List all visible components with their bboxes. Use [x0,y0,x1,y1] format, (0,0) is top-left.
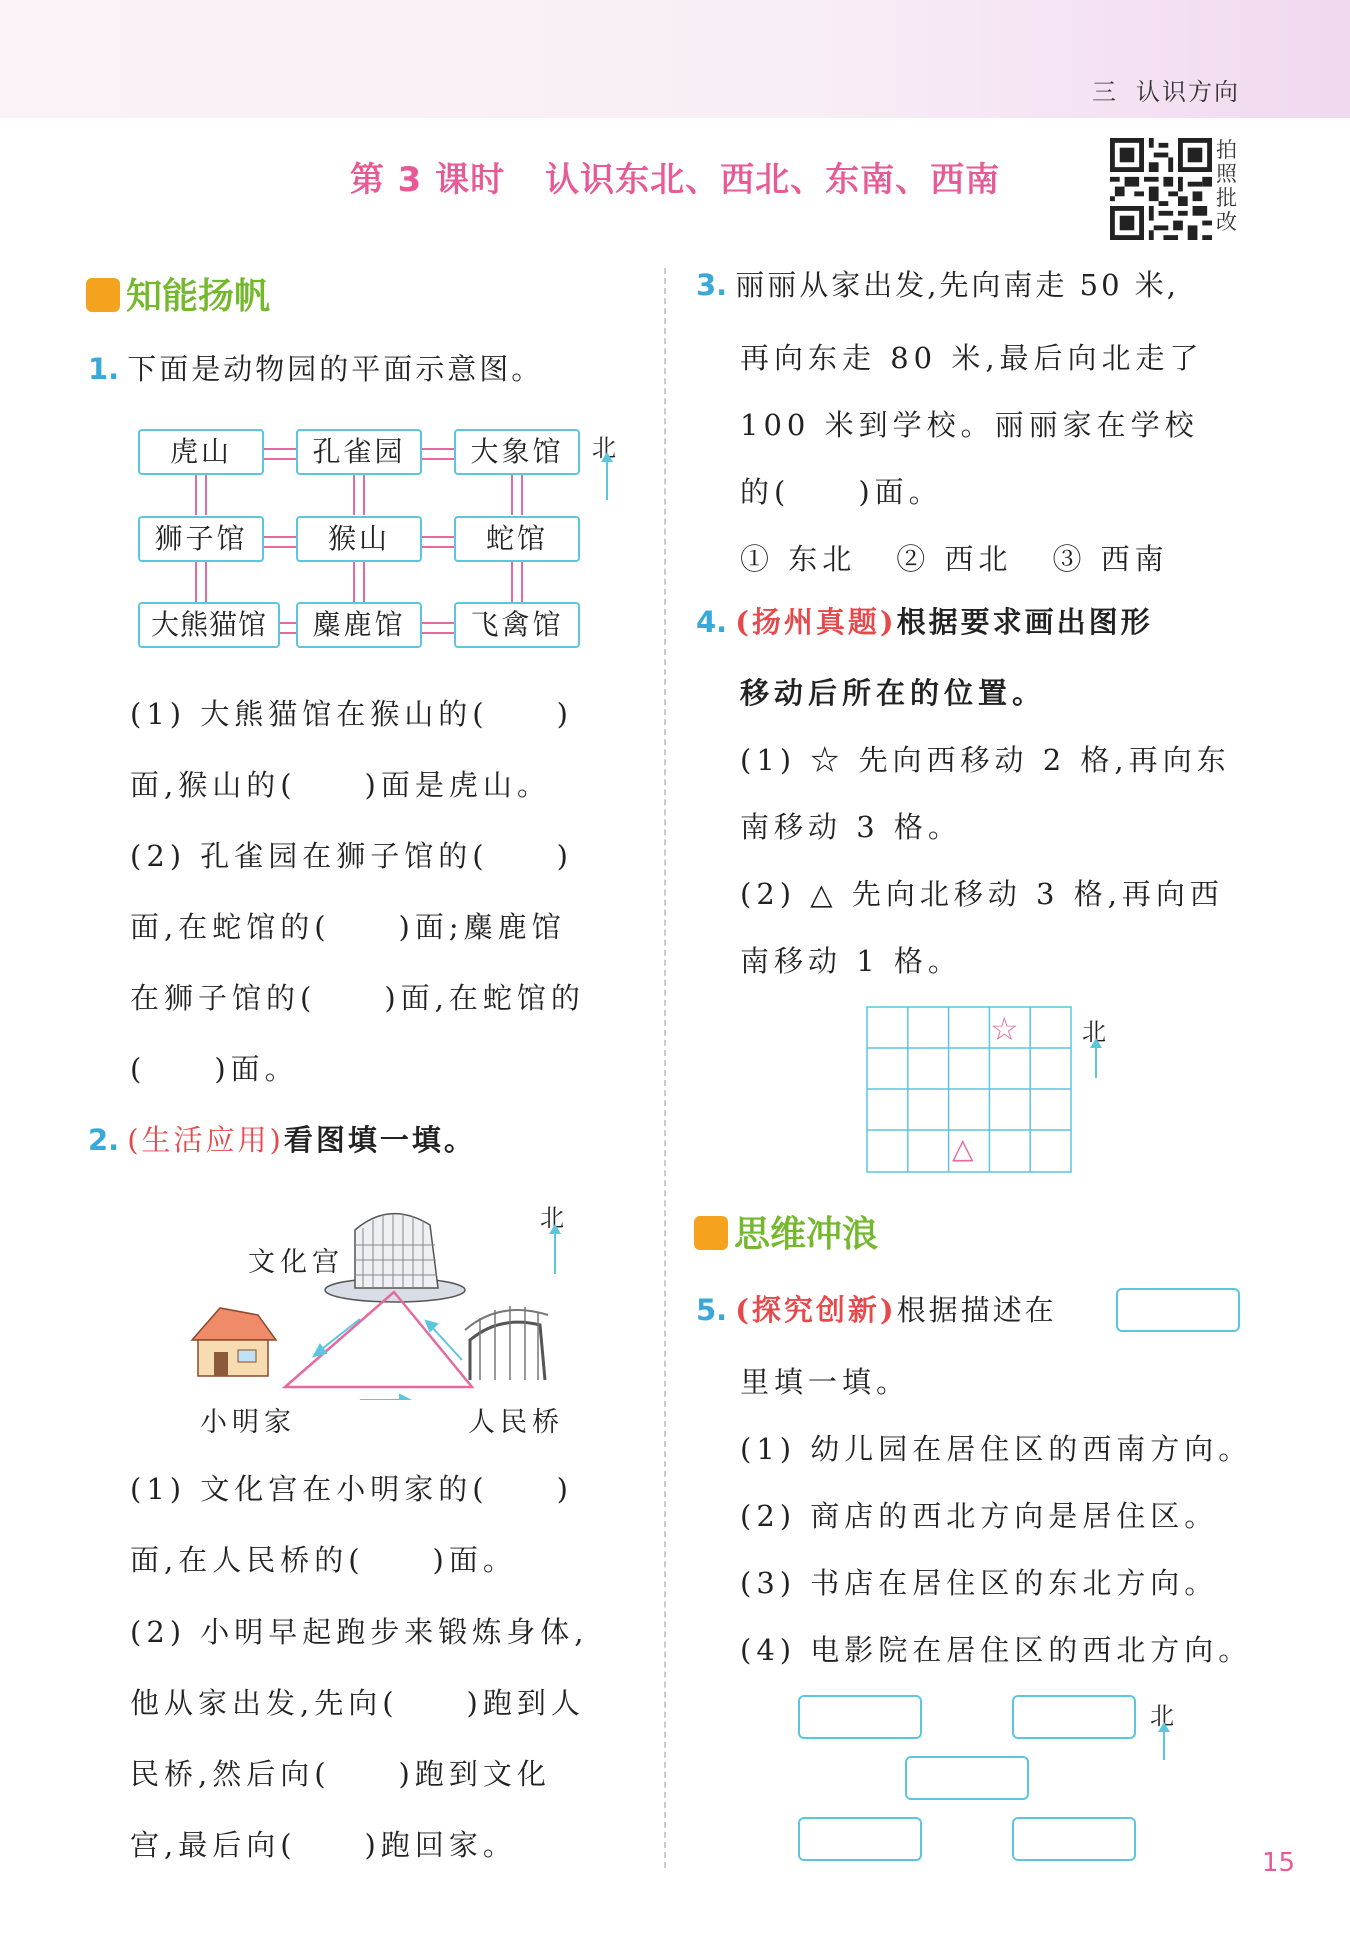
answer-box[interactable] [1012,1695,1136,1739]
q4-line: 南移动 3 格。 [740,810,962,844]
connector [195,562,207,602]
zoo-peacock-garden: 孔雀园 [296,429,422,475]
q2-line: 面,在人民桥的( )面。 [130,1543,517,1577]
connector [418,536,454,548]
north-arrow-icon [1163,1730,1165,1760]
zoo-panda-house: 大熊猫馆 [138,602,280,648]
triangle-icon: △ [952,1132,979,1165]
sail-icon [86,278,120,312]
route-map-illustration [180,1200,580,1400]
q3-options [740,537,1169,578]
connector [353,562,365,602]
connector [418,448,454,460]
q2-line: 民桥,然后向( )跑到文化 [130,1757,551,1791]
option[interactable]: ③ 西南 [1052,542,1169,576]
connector [195,475,207,515]
q5-line: (4) 电影院在居住区的西北方向。 [740,1633,1253,1667]
north-arrow-icon [1095,1046,1097,1078]
question-text: 丽丽从家出发,先向南走 50 米, [735,268,1179,302]
q5-line: 里填一填。 [740,1365,911,1399]
bridge-icon [465,1306,548,1380]
question-text: 看图填一填。 [283,1123,476,1157]
zoo-bird-house: 飞禽馆 [454,602,580,648]
lesson-topic: 认识东北、西北、东南、西南 [545,160,1001,200]
question-text: 下面是动物园的平面示意图。 [127,352,544,386]
question-text: 根据描述在 [896,1293,1057,1327]
unit-number: 三 [1092,78,1118,106]
star-icon: ☆ [990,1010,1024,1048]
q2-line: 宫,最后向( )跑回家。 [130,1828,517,1862]
option[interactable]: ② 西北 [896,542,1013,576]
question-4-stem [696,604,1153,640]
question-tag: (生活应用) [127,1123,284,1157]
q4-line: 移动后所在的位置。 [740,676,1047,710]
palace-label: 文化宫 [248,1247,344,1278]
q1-line: 在狮子馆的( )面,在蛇馆的 [130,981,585,1015]
question-1-stem [88,351,543,387]
answer-box[interactable] [798,1695,922,1739]
q4-line: (2) △ 先向北移动 3 格,再向西 [740,877,1224,911]
option[interactable]: ① 东北 [740,542,857,576]
home-label: 小明家 [200,1407,296,1438]
palace-building-icon [325,1214,465,1302]
question-tag: (探究创新) [735,1293,897,1327]
question-number: 5. [696,1293,728,1327]
q1-line: (2) 孔雀园在狮子馆的( ) [130,839,573,873]
answer-box[interactable] [1116,1288,1240,1332]
q4-line: 南移动 1 格。 [740,944,962,978]
question-text: 根据要求画出图形 [896,605,1153,639]
question-2-stem [88,1122,476,1158]
zoo-monkey-hill: 猴山 [296,516,422,562]
question-3-stem [696,267,1179,303]
zoo-snake-house: 蛇馆 [454,516,580,562]
lesson-number: 第 3 课时 [349,160,506,200]
zoo-elephant-house: 大象馆 [454,429,580,475]
connector [260,448,296,460]
q3-line: 的( )面。 [740,475,943,509]
q5-line: (3) 书店在居住区的东北方向。 [740,1566,1219,1600]
wave-icon [694,1216,728,1250]
q1-line: 面,在蛇馆的( )面;麋鹿馆 [130,910,566,944]
page-number: 15 [1262,1848,1296,1878]
north-label: 北 [592,434,616,462]
column-divider [664,268,666,1868]
section-header-2 [694,1206,878,1257]
connector [511,475,523,515]
question-number: 1. [88,352,120,386]
qr-code-icon[interactable] [1110,138,1212,240]
connector [353,475,365,515]
question-number: 2. [88,1123,120,1157]
question-5-stem [696,1292,1057,1328]
connector [418,622,454,634]
q1-line: 面,猴山的( )面是虎山。 [130,768,551,802]
q4-line: (1) ☆ 先向西移动 2 格,再向东 [740,743,1231,777]
section-title: 思维冲浪 [734,1214,879,1255]
answer-box-center[interactable] [905,1756,1029,1800]
q3-line: 再向东走 80 米,最后向北走了 [740,341,1204,375]
q5-line: (1) 幼儿园在居住区的西南方向。 [740,1432,1253,1466]
q5-line: (2) 商店的西北方向是居住区。 [740,1499,1219,1533]
q3-line: 100 米到学校。丽丽家在学校 [740,408,1199,442]
q2-line: (1) 文化宫在小明家的( ) [130,1472,573,1506]
answer-box[interactable] [1012,1817,1136,1861]
zoo-elk-house: 麋鹿馆 [296,602,422,648]
north-label: 北 [1150,1702,1174,1730]
section-header-1 [86,268,270,319]
qr-label: 拍照批改 [1216,138,1237,234]
north-arrow-icon [606,460,608,500]
question-number: 4. [696,605,728,639]
north-label: 北 [1082,1018,1106,1046]
zoo-tiger-hill: 虎山 [138,429,264,475]
connector [260,536,296,548]
zoo-lion-house: 狮子馆 [138,516,264,562]
q1-line: (1) 大熊猫馆在猴山的( ) [130,697,573,731]
bridge-label: 人民桥 [468,1407,564,1438]
connector [511,562,523,602]
question-tag: (扬州真题) [735,605,897,639]
unit-title: 认识方向 [1136,78,1240,106]
section-title: 知能扬帆 [126,276,271,317]
answer-box[interactable] [798,1817,922,1861]
house-icon [192,1308,276,1376]
north-label: 北 [540,1204,564,1232]
q2-line: (2) 小明早起跑步来锻炼身体, [130,1615,589,1649]
q2-line: 他从家出发,先向( )跑到人 [130,1686,585,1720]
unit-header [1074,72,1240,107]
question-number: 3. [696,268,728,302]
q1-line: ( )面。 [130,1052,299,1086]
